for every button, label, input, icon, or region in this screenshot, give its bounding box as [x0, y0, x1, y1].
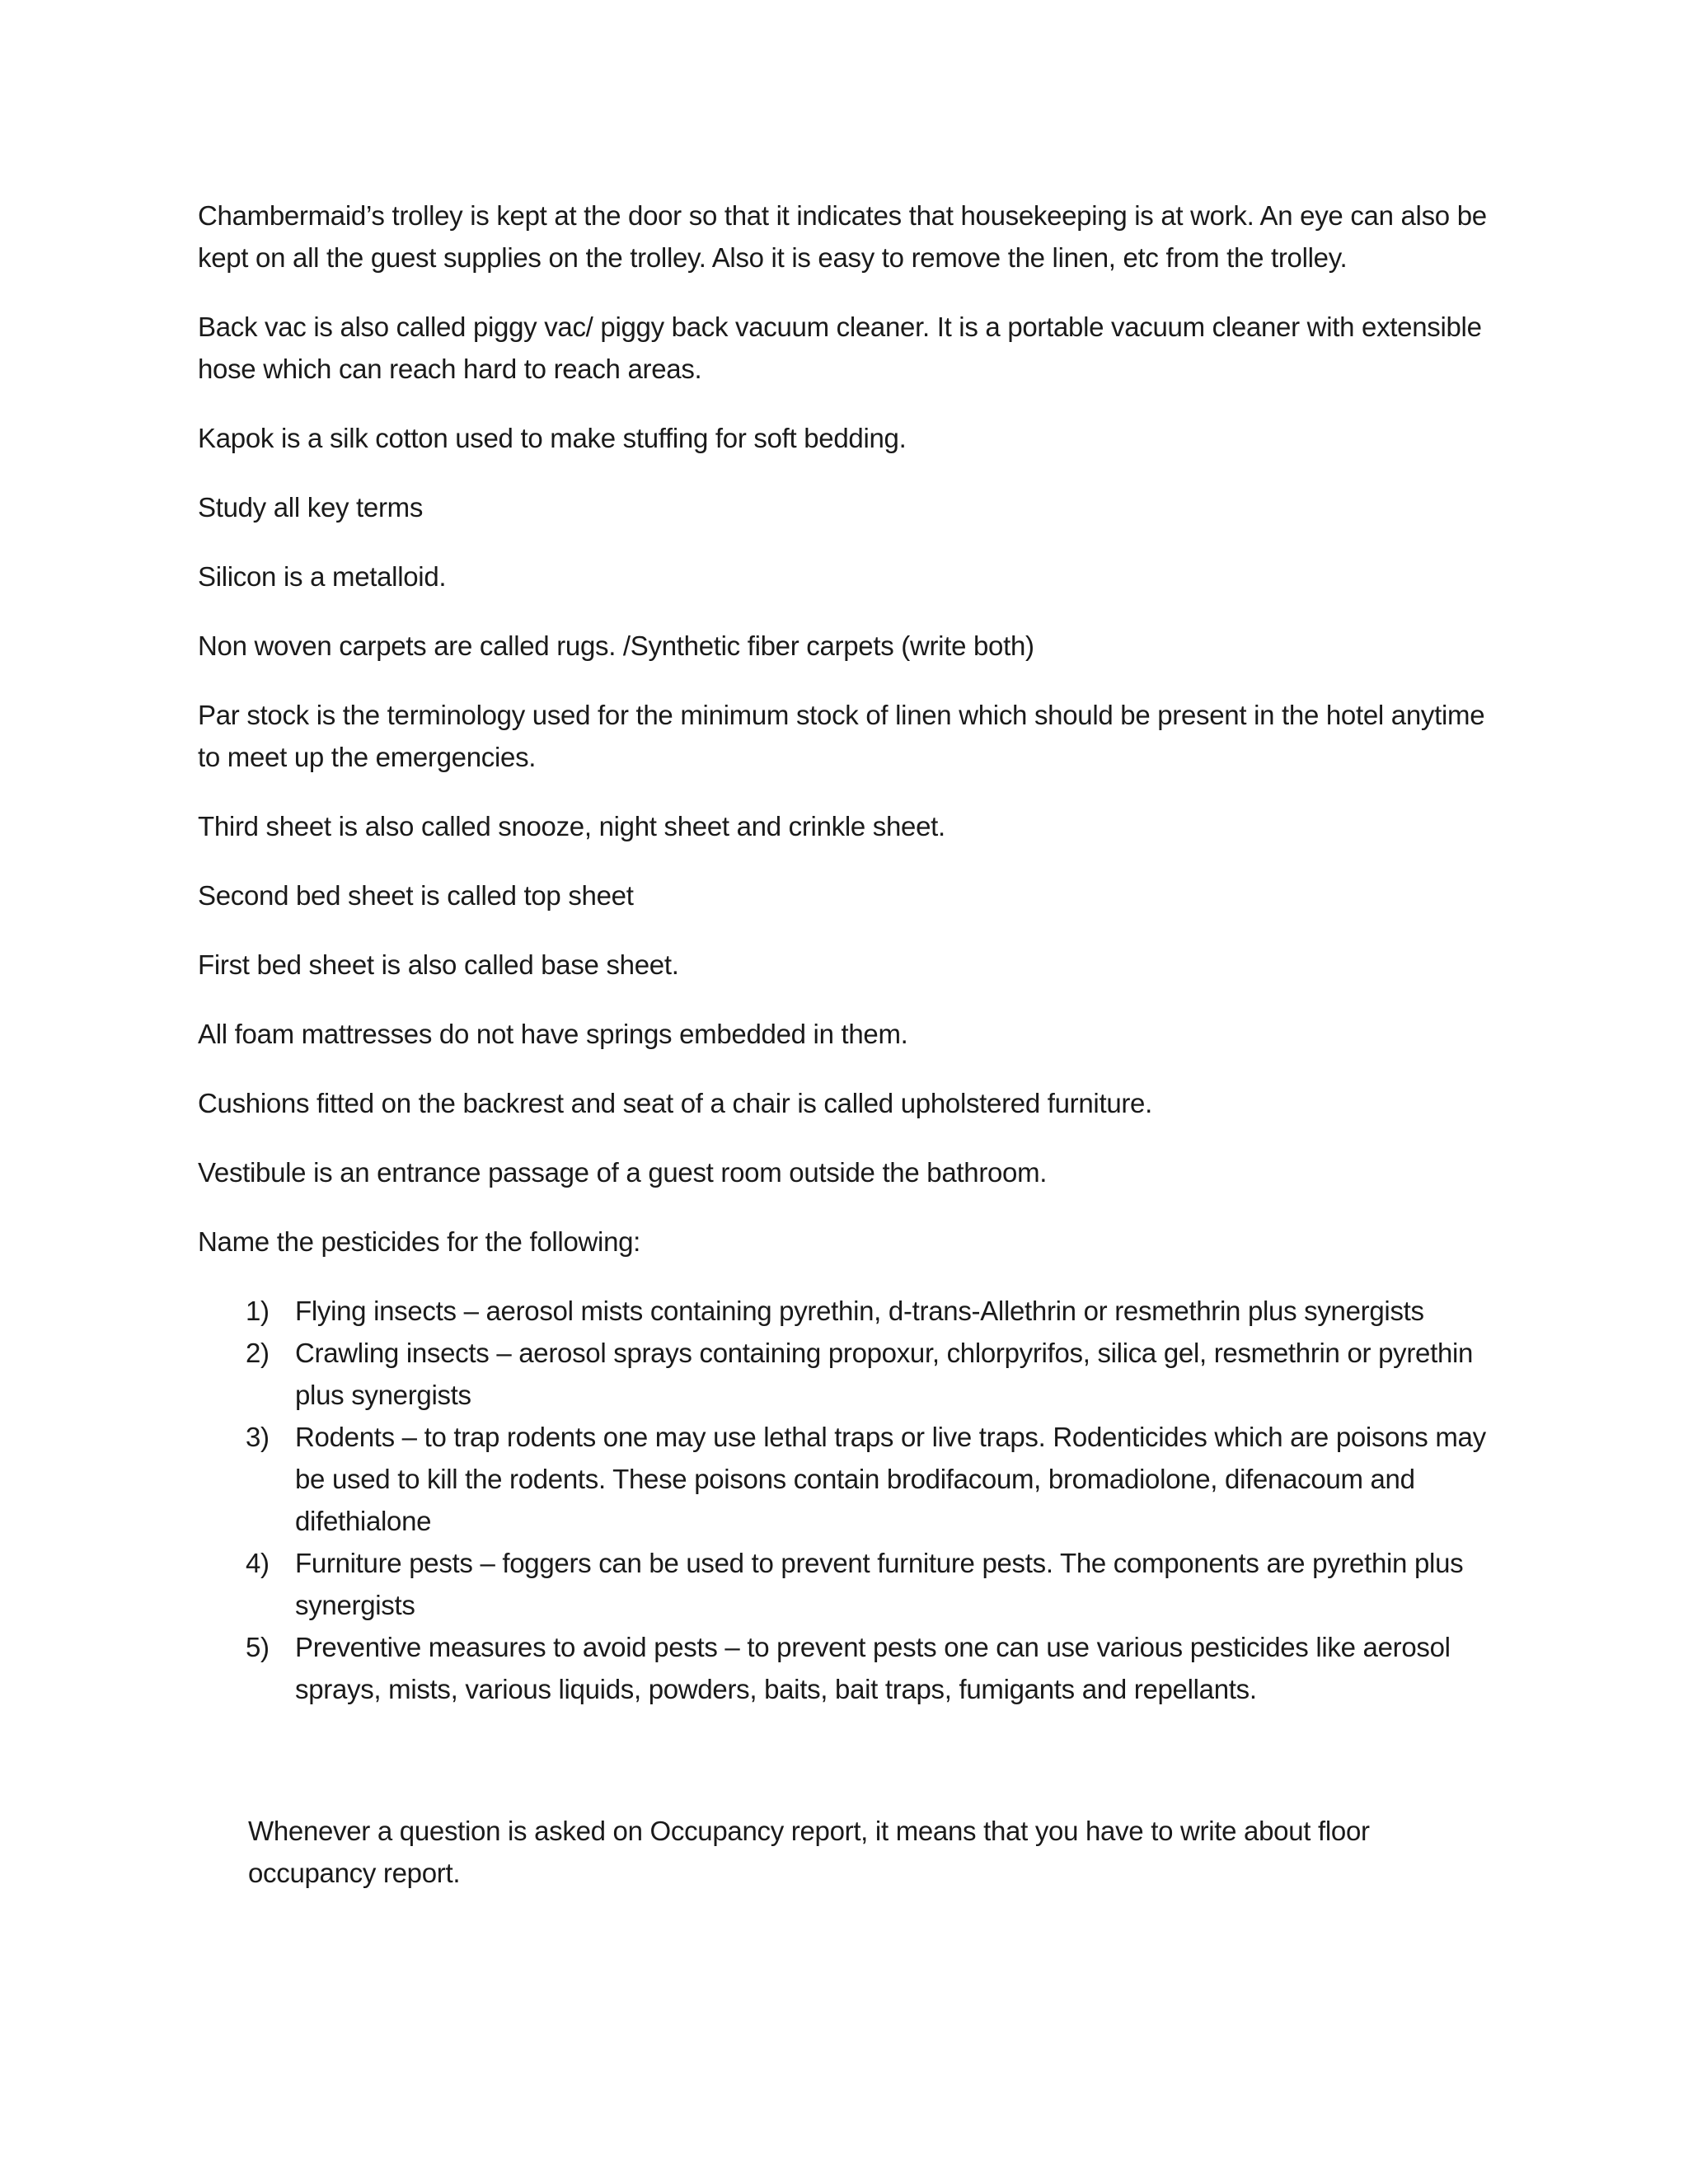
paragraph-cushions: Cushions fitted on the backrest and seat of a chair is called upholstered furniture.	[198, 1088, 1152, 1118]
paragraph-silicon: Silicon is a metalloid.	[198, 561, 447, 592]
list-item	[246, 1542, 1500, 1626]
paragraph-pesticides-heading: Name the pesticides for the following:	[198, 1226, 641, 1257]
list-item-number: 3)	[246, 1422, 270, 1452]
paragraph-foam-mattresses: All foam mattresses do not have springs embedded in them.	[198, 1019, 908, 1049]
paragraph-vestibule: Vestibule is an entrance passage of a guest room outside the bathroom.	[198, 1157, 1048, 1188]
list-item-text: Crawling insects – aerosol sprays containing propoxur, chlorpyrifos, silica gel, resmethrin or pyrethin plus synergists	[295, 1338, 1474, 1410]
closing-note: Whenever a question is asked on Occupancy report, it means that you have to write about floor occupancy report.	[248, 1816, 1370, 1888]
pesticides-list	[246, 1290, 1500, 1710]
paragraph-par-stock: Par stock is the terminology used for the minimum stock of linen which should be present in the hotel anytime to meet up the emergencies.	[198, 700, 1485, 772]
paragraph-first-sheet: First bed sheet is also called base sheet.	[198, 949, 679, 980]
list-item	[246, 1416, 1500, 1542]
list-item-text: Rodents – to trap rodents one may use lethal traps or live traps. Rodenticides which are poisons may be used to kill the rodents. These poisons contain brodifacoum, bromadiolone, difenacoum and difethialone	[295, 1422, 1486, 1536]
paragraph-back-vac: Back vac is also called piggy vac/ piggy back vacuum cleaner. It is a portable vacuum cleaner with extensible hose which can reach hard to reach areas.	[198, 312, 1482, 384]
list-item-number: 2)	[246, 1338, 270, 1368]
paragraph-second-sheet: Second bed sheet is called top sheet	[198, 880, 634, 911]
paragraph-third-sheet: Third sheet is also called snooze, night sheet and crinkle sheet.	[198, 811, 945, 841]
list-item	[246, 1332, 1500, 1416]
list-item	[246, 1626, 1500, 1710]
document-body	[198, 194, 1500, 1894]
paragraph-study-terms: Study all key terms	[198, 492, 424, 523]
paragraph-trolley: Chambermaid’s trolley is kept at the door so that it indicates that housekeeping is at work. An eye can also be kept on all the guest supplies on the trolley. Also it is easy to remove the linen, etc from the trolley.	[198, 200, 1487, 273]
list-item-text: Preventive measures to avoid pests – to prevent pests one can use various pesticides like aerosol sprays, mists, various liquids, powders, baits, bait traps, fumigants and repellants.	[295, 1632, 1451, 1704]
paragraph-carpets: Non woven carpets are called rugs. /Synthetic fiber carpets (write both)	[198, 630, 1034, 661]
list-item	[246, 1290, 1500, 1332]
list-item-number: 4)	[246, 1548, 270, 1578]
list-item-number: 5)	[246, 1632, 270, 1662]
list-item-text: Flying insects – aerosol mists containing pyrethin, d-trans-Allethrin or resmethrin plus synergists	[295, 1296, 1424, 1326]
paragraph-kapok: Kapok is a silk cotton used to make stuffing for soft bedding.	[198, 423, 907, 453]
list-item-text: Furniture pests – foggers can be used to prevent furniture pests. The components are pyrethin plus synergists	[295, 1548, 1464, 1620]
list-item-number: 1)	[246, 1296, 270, 1326]
